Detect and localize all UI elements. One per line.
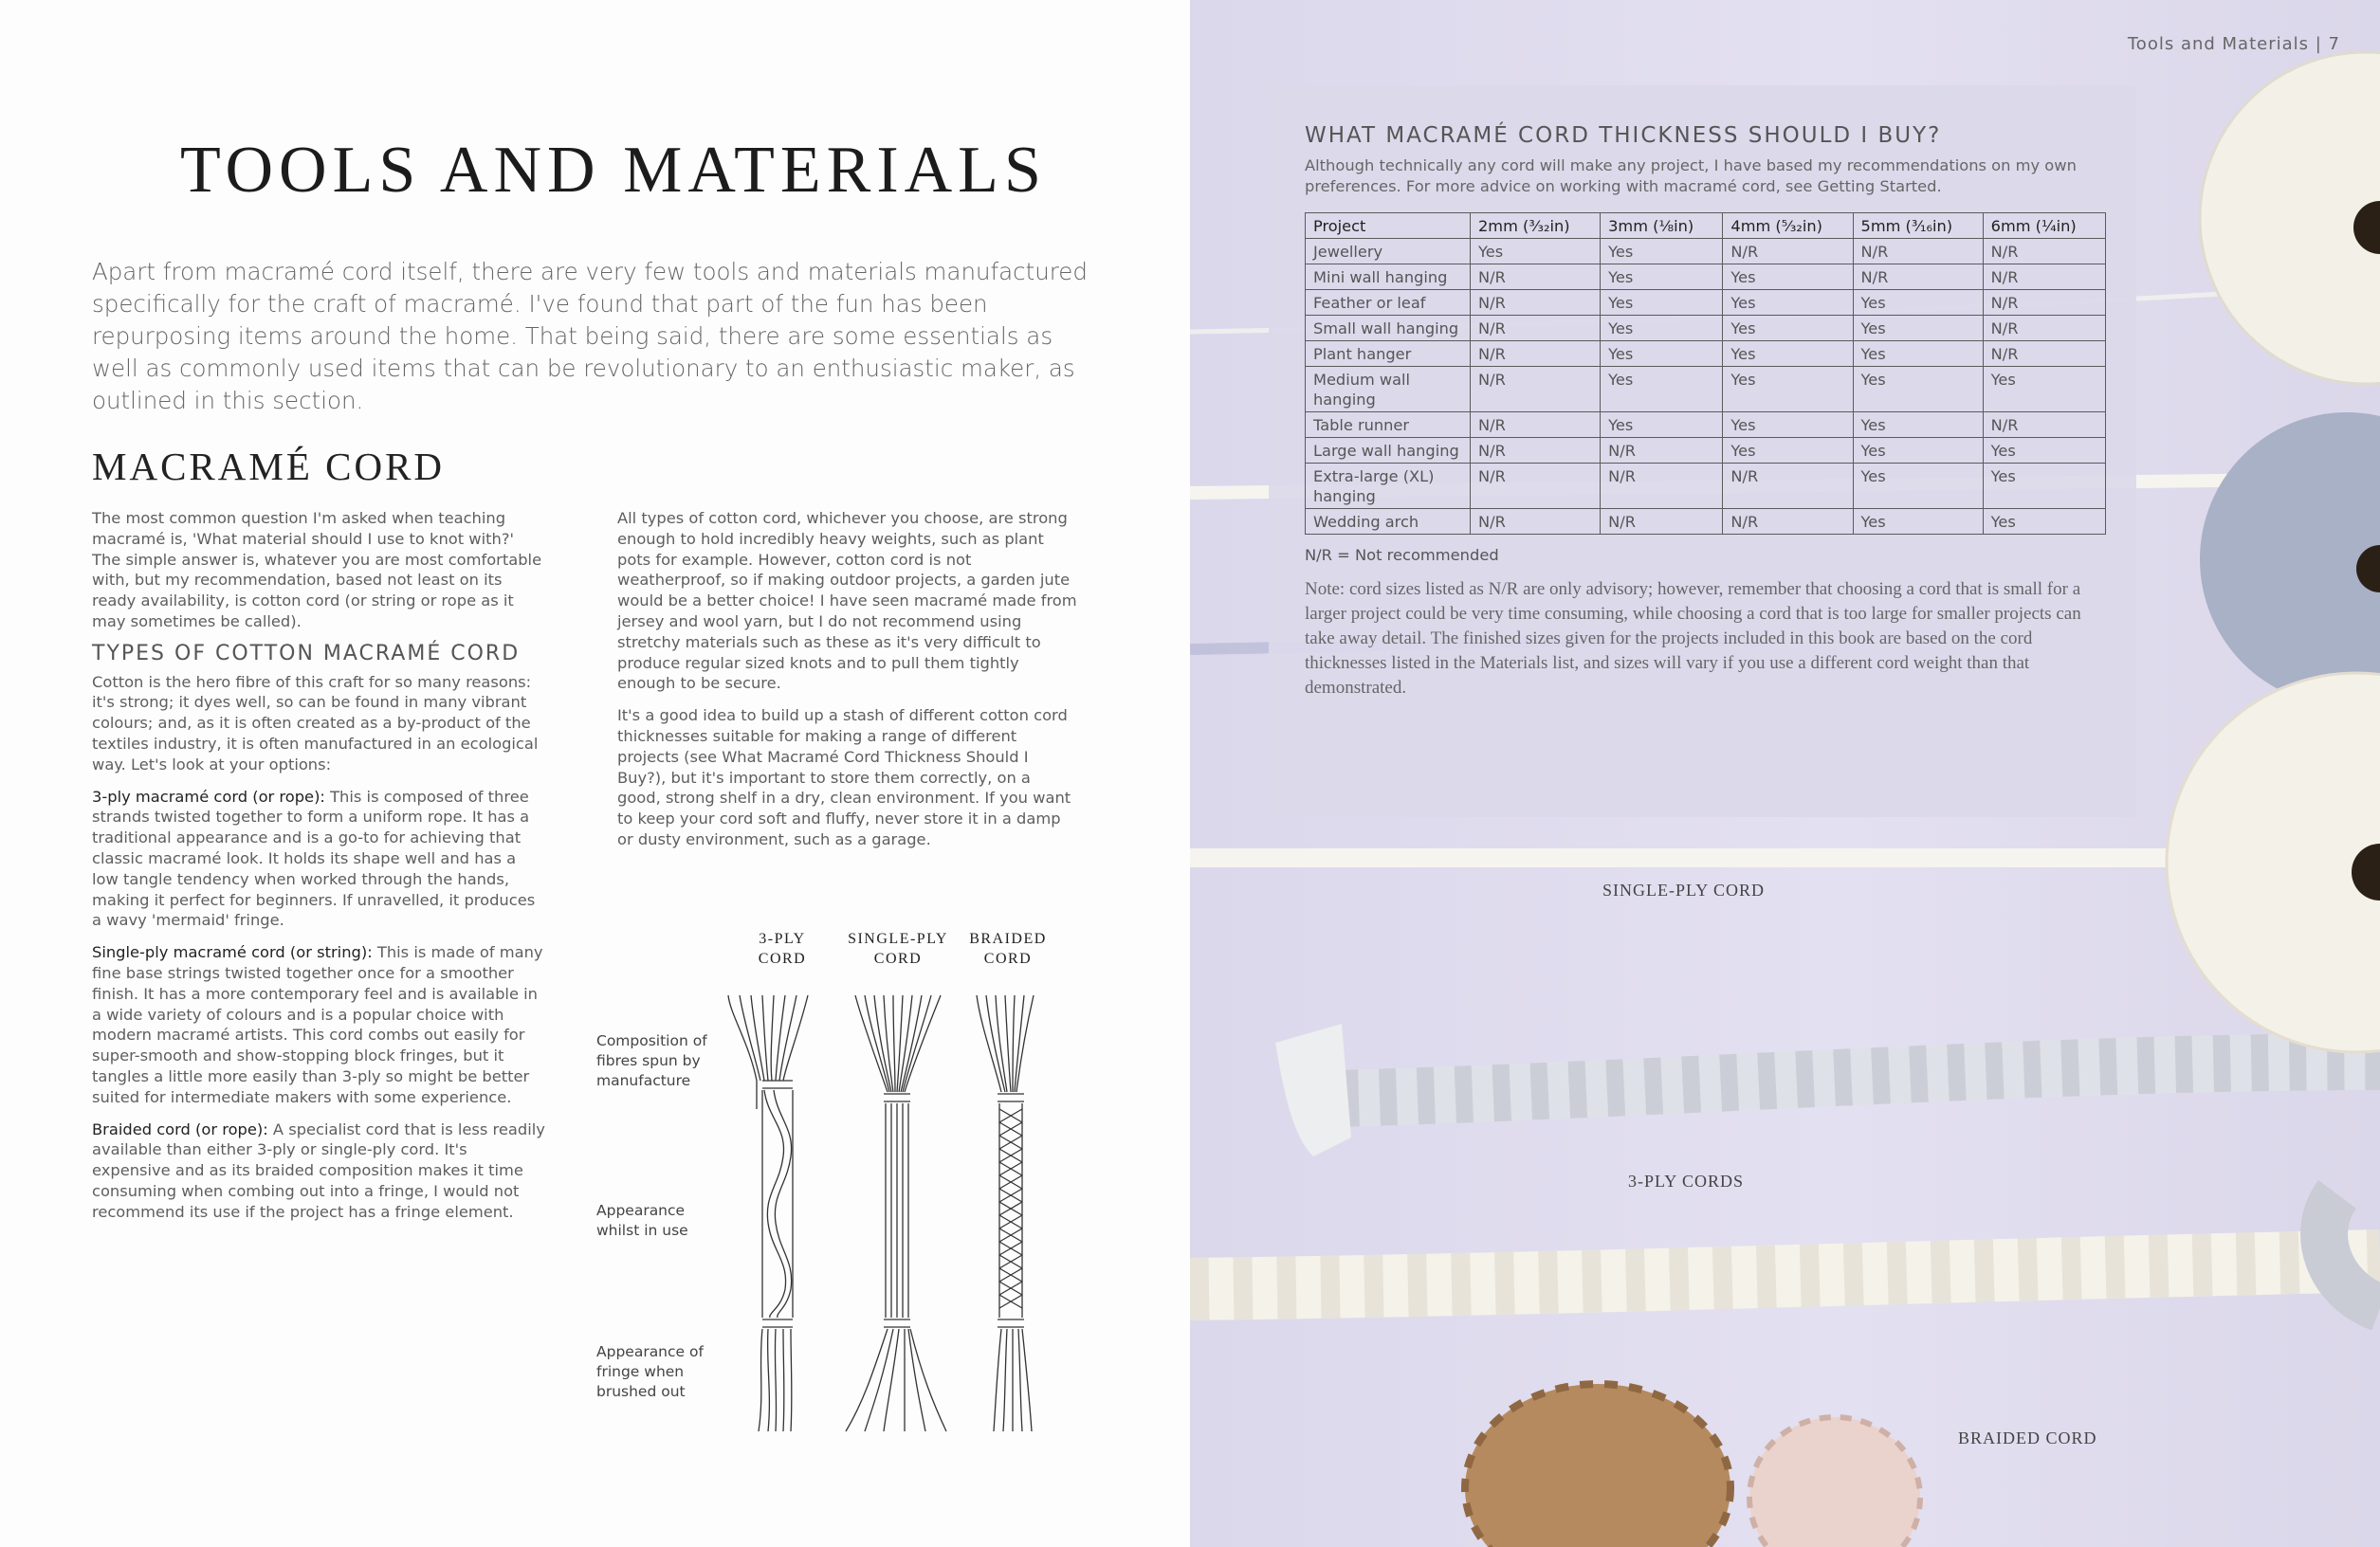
term-braided: Braided cord (or rope): [92,1119,268,1138]
text-column-1 [92,508,547,1234]
table-cell: Yes [1983,463,2105,508]
intro-paragraph: Apart from macramé cord itself, there are very few tools and materials manufactured specifically for the craft of macramé. I've found that part of the fun has been repurposing items around the home. That being said, there are some essentials as well as commonly used items that can be revolutionary to an enthusiastic maker, as outlined in this section. [92,258,1088,414]
table-cell: N/R [1983,238,2105,264]
table-cell: N/R [1601,508,1723,534]
paragraph-3ply [92,787,547,932]
table-cell: N/R [1983,411,2105,437]
text-column-2 [617,508,1077,862]
table-header: 2mm (³⁄₃₂in) [1471,212,1601,238]
table-cell-project: Wedding arch [1306,508,1471,534]
single-ply-drawing [846,995,946,1431]
table-cell: N/R [1471,340,1601,366]
table-cell: Yes [1723,366,1853,411]
table-cell-project: Extra-large (XL) hanging [1306,463,1471,508]
table-cell: Yes [1853,437,1983,463]
label-line: CORD [758,951,807,967]
table-cell: Yes [1853,411,1983,437]
table-header: 5mm (³⁄₁₆in) [1853,212,1983,238]
table-cell-project: Jewellery [1306,238,1471,264]
table-row [1306,508,2106,534]
table-cell-project: Mini wall hanging [1306,264,1471,289]
table-cell: Yes [1601,264,1723,289]
table-cell: Yes [1601,366,1723,411]
table-cell-project: Table runner [1306,411,1471,437]
table-header: 4mm (⁵⁄₃₂in) [1723,212,1853,238]
paragraph: Cotton is the hero fibre of this craft for so many reasons: it's strong; it dyes well, so can be found in many vibrant colours; and, as it is often created as a by-product of the textiles industry, it is often manufactured in an ecological way. Let's look at your options: [92,672,539,774]
label-line: CORD [983,951,1033,967]
subheading: TYPES OF COTTON MACRAMÉ CORD [92,641,521,665]
table-row [1306,366,2106,411]
table-cell: N/R [1853,238,1983,264]
table-cell-project: Feather or leaf [1306,289,1471,315]
table-cell: N/R [1471,289,1601,315]
table-row [1306,289,2106,315]
term-single-ply-text: This is made of many fine base strings twisted together once for a smoother finish. It has a more contemporary feel and is available in a wide variety of colours and is a popular choice with modern macramé artists. This cord combs out easily for super-smooth and show-stopping block fringes, but it tangles a little more easily than 3-ply so might be better suited for intermediate makers with some experience. [92,943,543,1106]
table-cell: Yes [1723,411,1853,437]
table-cell: N/R [1723,238,1853,264]
caption-single-ply: SINGLE-PLY CORD [1602,881,1766,900]
table-header-row [1306,212,2106,238]
braided-drawing [977,995,1034,1431]
table-cell: Yes [1601,340,1723,366]
table-cell: Yes [1723,264,1853,289]
label-line: 3-PLY [759,931,806,947]
label-line: BRAIDED [969,931,1047,947]
paragraph-braided [92,1119,547,1223]
table-cell: Yes [1723,289,1853,315]
table-cell: Yes [1853,508,1983,534]
table-header: 6mm (¼in) [1983,212,2105,238]
three-ply-drawing [728,995,808,1431]
table-row [1306,437,2106,463]
table-cell: Yes [1853,289,1983,315]
table-cell-project: Small wall hanging [1306,315,1471,340]
table-cell: Yes [1983,366,2105,411]
label-line: CORD [873,951,923,967]
table-cell: N/R [1471,315,1601,340]
cord-illustration [588,929,1062,1441]
label-composition: Composition of fibres spun by manufacture [596,1032,707,1089]
table-cell: N/R [1983,315,2105,340]
panel-note: Note: cord sizes listed as N/R are only advisory; however, remember that choosing a cord that is small for a larger project could be very time consuming, while choosing a cord that is too large for smaller projects can take away detail. The finished sizes given for the projects included in this book are based on the cord thicknesses listed in the Materials list, and sizes will vary if you use a different cord weight than that demonstrated. [1305,578,2081,698]
table-row [1306,238,2106,264]
table-cell: Yes [1723,437,1853,463]
page-title: TOOLS AND MATERIALS [180,134,1047,207]
table-cell: N/R [1983,264,2105,289]
term-single-ply: Single-ply macramé cord (or string): [92,943,373,962]
table-cell: N/R [1601,463,1723,508]
table-cell-project: Plant hanger [1306,340,1471,366]
table-cell: Yes [1601,238,1723,264]
caption-braided: BRAIDED CORD [1958,1429,2097,1447]
table-cell: Yes [1853,463,1983,508]
paragraph: All types of cotton cord, whichever you choose, are strong enough to hold incredibly heavy weights, such as plant pots for example. However, cotton cord is not weatherproof, so if making outdoor projects, a garden jute would be a better choice! I have seen macramé made from jersey and wool yarn, but I do not recommend using stretchy materials such as these as it's very difficult to produce regular sized knots and to pull them tightly enough to be secure. [617,509,1077,693]
table-cell: Yes [1601,411,1723,437]
table-cell: Yes [1723,340,1853,366]
label-line: SINGLE-PLY [848,931,948,947]
table-cell: N/R [1601,437,1723,463]
panel-title: WHAT MACRAMÉ CORD THICKNESS SHOULD I BUY? [1305,123,1942,148]
term-3ply-text: This is composed of three strands twisted together to form a uniform rope. It has a traditional appearance and is a go-to for achieving that classic macramé look. It holds its shape well and has a low tangle tendency when worked through the hands, making it perfect for beginners. If unravelled, it produces a wavy 'mermaid' fringe. [92,787,536,930]
table-cell: Yes [1601,289,1723,315]
table-cell: N/R [1471,437,1601,463]
table-cell: Yes [1983,437,2105,463]
heading-3ply [721,929,844,969]
table-cell: Yes [1471,238,1601,264]
table-cell: Yes [1853,366,1983,411]
table-row [1306,264,2106,289]
table-cell-project: Medium wall hanging [1306,366,1471,411]
table-cell: N/R [1723,463,1853,508]
table-cell: Yes [1723,315,1853,340]
table-header: Project [1306,212,1471,238]
table-cell: N/R [1471,366,1601,411]
cord-thickness-panel [1269,85,2136,817]
table-cell: N/R [1723,508,1853,534]
table-row [1306,463,2106,508]
paragraph-single-ply [92,942,547,1107]
table-cell: N/R [1471,264,1601,289]
heading-single-ply [836,929,960,969]
table-header: 3mm (⅛in) [1601,212,1723,238]
panel-subtitle: Although technically any cord will make any project, I have based my recommendations on my own preferences. For more advice on working with macramé cord, see Getting Started. [1305,156,2077,195]
table-row [1306,340,2106,366]
table-cell: N/R [1471,411,1601,437]
table-cell: N/R [1853,264,1983,289]
table-cell: N/R [1983,289,2105,315]
table-row [1306,411,2106,437]
term-braided-text: A specialist cord that is less readily available than either 3-ply or single-ply cord. It's expensive and as its braided composition makes it time consuming when combing out into a fringe, I would not recommend its use if the project has a fringe element. [92,1119,545,1221]
caption-three-ply: 3-PLY CORDS [1628,1172,1745,1191]
label-fringe: Appearance of fringe when brushed out [596,1343,704,1400]
table-body [1306,238,2106,534]
paragraph: It's a good idea to build up a stash of different cotton cord thicknesses suitable for making a range of different projects (see What Macramé Cord Thickness Should I Buy?), but it's important to store them correctly, on a good, strong shelf in a dry, clean environment. If you want to keep your cord soft and fluffy, never store it in a damp or dusty environment, such as a garage. [617,706,1071,848]
running-head: Tools and Materials | 7 [2127,34,2340,54]
table-cell: Yes [1601,315,1723,340]
heading-braided [946,929,1070,969]
table-cell-project: Large wall hanging [1306,437,1471,463]
table-cell: N/R [1471,508,1601,534]
table-row [1306,315,2106,340]
table-cell: N/R [1983,340,2105,366]
cord-thickness-table [1305,212,2106,535]
label-appearance: Appearance whilst in use [596,1202,688,1239]
table-cell: Yes [1853,340,1983,366]
table-cell: Yes [1983,508,2105,534]
table-cell: N/R [1471,463,1601,508]
nr-legend: N/R = Not recommended [1305,545,1499,564]
section-title: MACRAMÉ CORD [92,445,446,488]
term-3ply: 3-ply macramé cord (or rope): [92,787,325,806]
paragraph: The most common question I'm asked when teaching macramé is, 'What material should I use to knot with?' The simple answer is, whatever you are most comfortable with, but my recommendation, based not least on its ready availability, is cotton cord (or string or rope as it may sometimes be called). [92,509,542,630]
table-cell: Yes [1853,315,1983,340]
